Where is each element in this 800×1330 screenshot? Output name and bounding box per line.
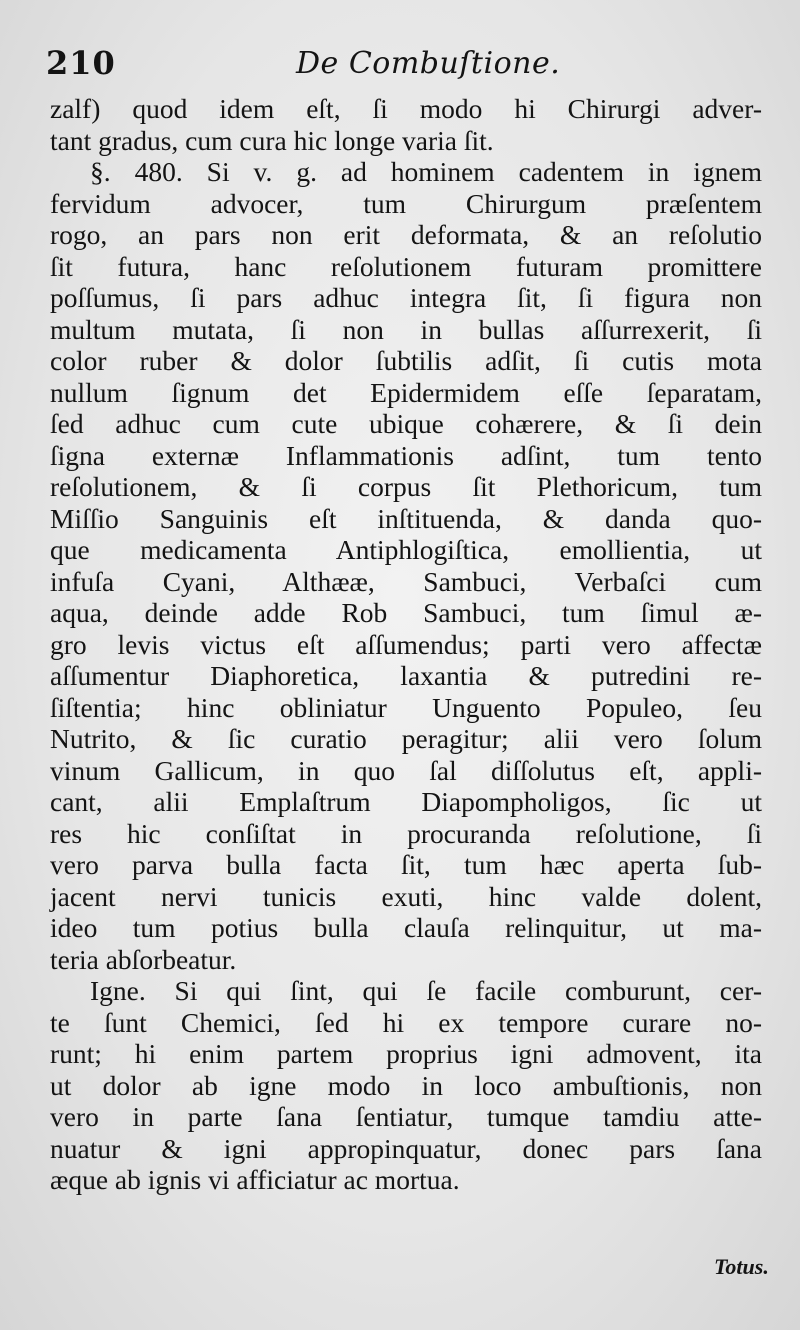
text-line: aqua, deinde adde Rob Sambuci, tum ſimul æ- xyxy=(50,597,762,628)
text-line: Nutrito, & ſic curatio peragitur; alii vero ſolum xyxy=(50,723,762,754)
text-line: Igne. Si qui ſint, qui ſe facile comburunt, cer- xyxy=(90,975,762,1006)
text-line: res hic conſiſtat in procuranda reſolutione, ſi xyxy=(50,817,762,849)
text-line: cant, alii Emplaſtrum Diapompholigos, ſic ut xyxy=(50,786,762,817)
text-line: ſiſtentia; hinc obliniatur Unguento Populeo, ſeu xyxy=(50,691,762,723)
text-line: zalf) quod idem eſt, ſi modo hi Chirurgi adver- xyxy=(50,93,762,124)
text-line: reſolutionem, & ſi corpus ſit Plethoricum, tum xyxy=(50,471,762,502)
text-line: §. 480. Si v. g. ad hominem cadentem in ignem xyxy=(90,156,762,187)
text-line: ſit futura, hanc reſolutionem futuram promittere xyxy=(50,250,762,282)
text-line: infuſa Cyani, Althææ, Sambuci, Verbaſci cum xyxy=(50,565,762,597)
text-line: vero in parte ſana ſentiatur, tumque tamdiu atte- xyxy=(50,1101,762,1132)
body-text xyxy=(50,93,762,1196)
text-line: ut dolor ab igne modo in loco ambuſtionis, non xyxy=(50,1069,762,1101)
text-line: Miſſio Sanguinis eſt inſtituenda, & danda quo- xyxy=(50,502,762,534)
text-line: vinum Gallicum, in quo ſal diſſolutus eſt, appli- xyxy=(50,754,762,786)
text-line: runt; hi enim partem proprius igni admovent, ita xyxy=(50,1038,762,1069)
text-line: ideo tum potius bulla clauſa relinquitur, ut ma- xyxy=(50,912,762,943)
text-line: nuatur & igni appropinquatur, donec pars ſana xyxy=(50,1132,762,1164)
text-line: ſigna externæ Inflammationis adſint, tum tento xyxy=(50,439,762,471)
text-line: gro levis victus eſt aſſumendus; parti vero affectæ xyxy=(50,628,762,660)
text-line: te ſunt Chemici, ſed hi ex tempore curare no- xyxy=(50,1006,762,1038)
text-line: color ruber & dolor ſubtilis adſit, ſi cutis mota xyxy=(50,345,762,376)
text-line: teria abſorbeatur. xyxy=(50,943,237,975)
text-line: multum mutata, ſi non in bullas aſſurrexerit, ſi xyxy=(50,313,762,345)
page-header xyxy=(46,44,766,84)
running-head: De Combuſtione. xyxy=(296,46,561,81)
text-line: nullum ſignum det Epidermidem eſſe ſeparatam, xyxy=(50,376,762,408)
text-line: poſſumus, ſi pars adhuc integra ſit, ſi figura non xyxy=(50,282,762,313)
text-line: tant gradus, cum cura hic longe varia ſit. xyxy=(50,124,494,156)
text-line: rogo, an pars non erit deformata, & an reſolutio xyxy=(50,219,762,250)
text-line: jacent nervi tunicis exuti, hinc valde dolent, xyxy=(50,880,762,912)
text-line: aſſumentur Diaphoretica, laxantia & putredini re- xyxy=(50,660,762,691)
text-line: que medicamenta Antiphlogiſtica, emollientia, ut xyxy=(50,534,762,565)
text-line: ſed adhuc cum cute ubique cohærere, & ſi dein xyxy=(50,408,762,439)
page-number: 210 xyxy=(46,44,116,82)
text-line: vero parva bulla facta ſit, tum hæc aperta ſub- xyxy=(50,849,762,880)
catchword: Totus. xyxy=(714,1254,769,1279)
text-line: fervidum advocer, tum Chirurgum præſentem xyxy=(50,187,762,219)
text-line: æque ab ignis vi afficiatur ac mortua. xyxy=(50,1164,460,1195)
